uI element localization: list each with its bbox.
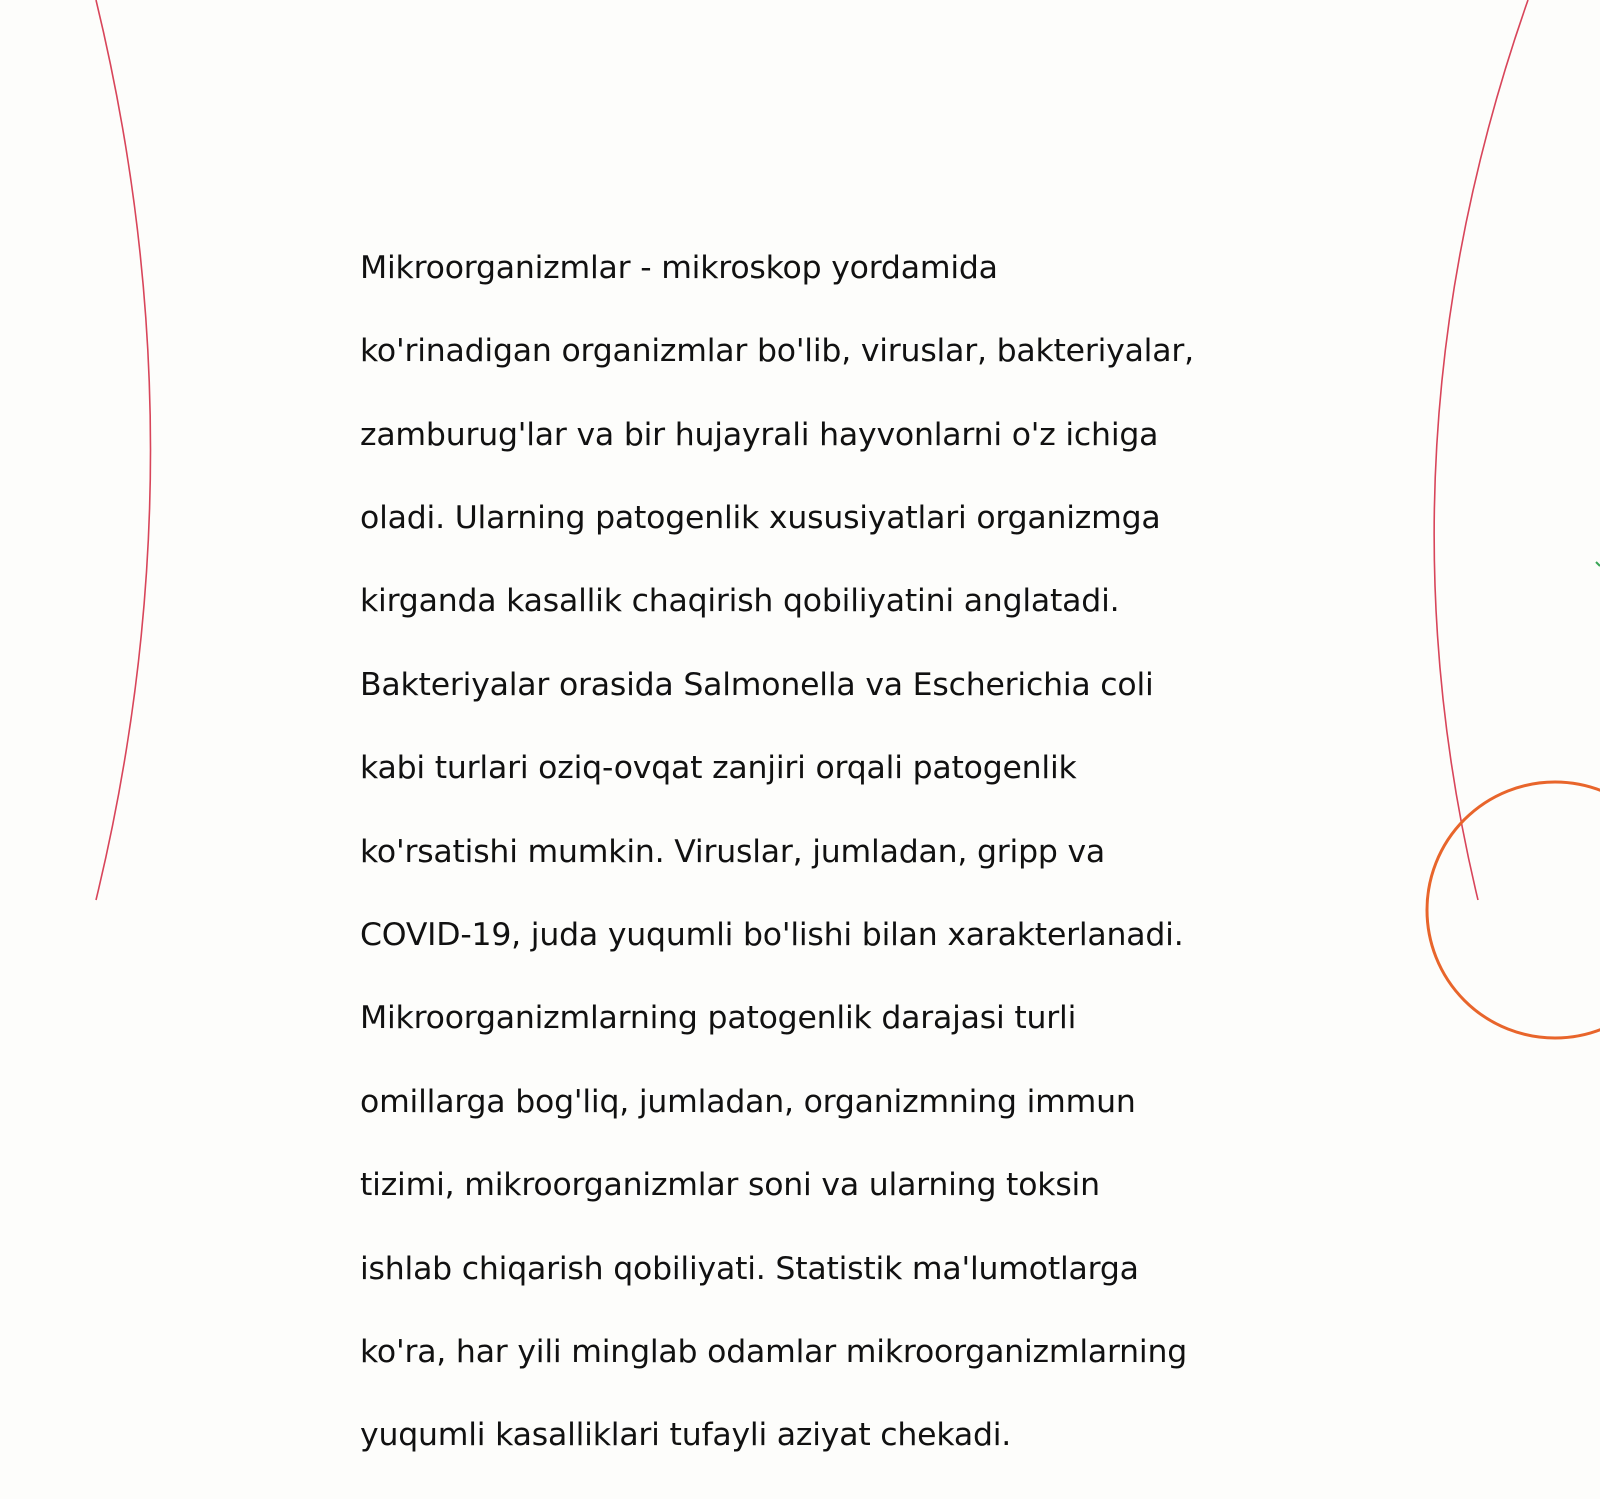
right-arc-line — [1434, 0, 1528, 900]
left-arc-line — [96, 0, 151, 900]
body-line: ko'rinadigan organizmlar bo'lib, viruslar, bakteriyalar, — [360, 333, 1194, 370]
body-line: zamburug'lar va bir hujayrali hayvonlarni o'z ichiga — [360, 416, 1159, 453]
body-line: omillarga bog'liq, jumladan, organizmning immun — [360, 1083, 1136, 1120]
body-line: ishlab chiqarish qobiliyati. Statistik ma'lumotlarga — [360, 1250, 1139, 1287]
body-line: Bakteriyalar orasida Salmonella va Escherichia coli — [360, 666, 1154, 703]
accent-green-mark — [1596, 562, 1600, 566]
body-line: ko'ra, har yili minglab odamlar mikroorganizmlarning — [360, 1333, 1188, 1370]
body-line: Mikroorganizmlarning patogenlik darajasi turli — [360, 1000, 1077, 1037]
body-line: yuqumli kasalliklari tufayli aziyat chekadi. — [360, 1417, 1012, 1454]
body-line: kirganda kasallik chaqirish qobiliyatini anglatadi. — [360, 583, 1120, 620]
body-line: Mikroorganizmlar - mikroskop yordamida — [360, 249, 998, 286]
body-line: ko'rsatishi mumkin. Viruslar, jumladan, gripp va — [360, 833, 1106, 870]
accent-circle — [1427, 782, 1600, 1038]
body-line: COVID-19, juda yuqumli bo'lishi bilan xarakterlanadi. — [360, 916, 1184, 953]
body-line: tizimi, mikroorganizmlar soni va ularning toksin — [360, 1167, 1100, 1204]
body-text — [360, 206, 1240, 1499]
body-line: kabi turlari oziq-ovqat zanjiri orqali patogenlik — [360, 750, 1077, 787]
body-line: oladi. Ularning patogenlik xususiyatlari organizmga — [360, 499, 1161, 536]
